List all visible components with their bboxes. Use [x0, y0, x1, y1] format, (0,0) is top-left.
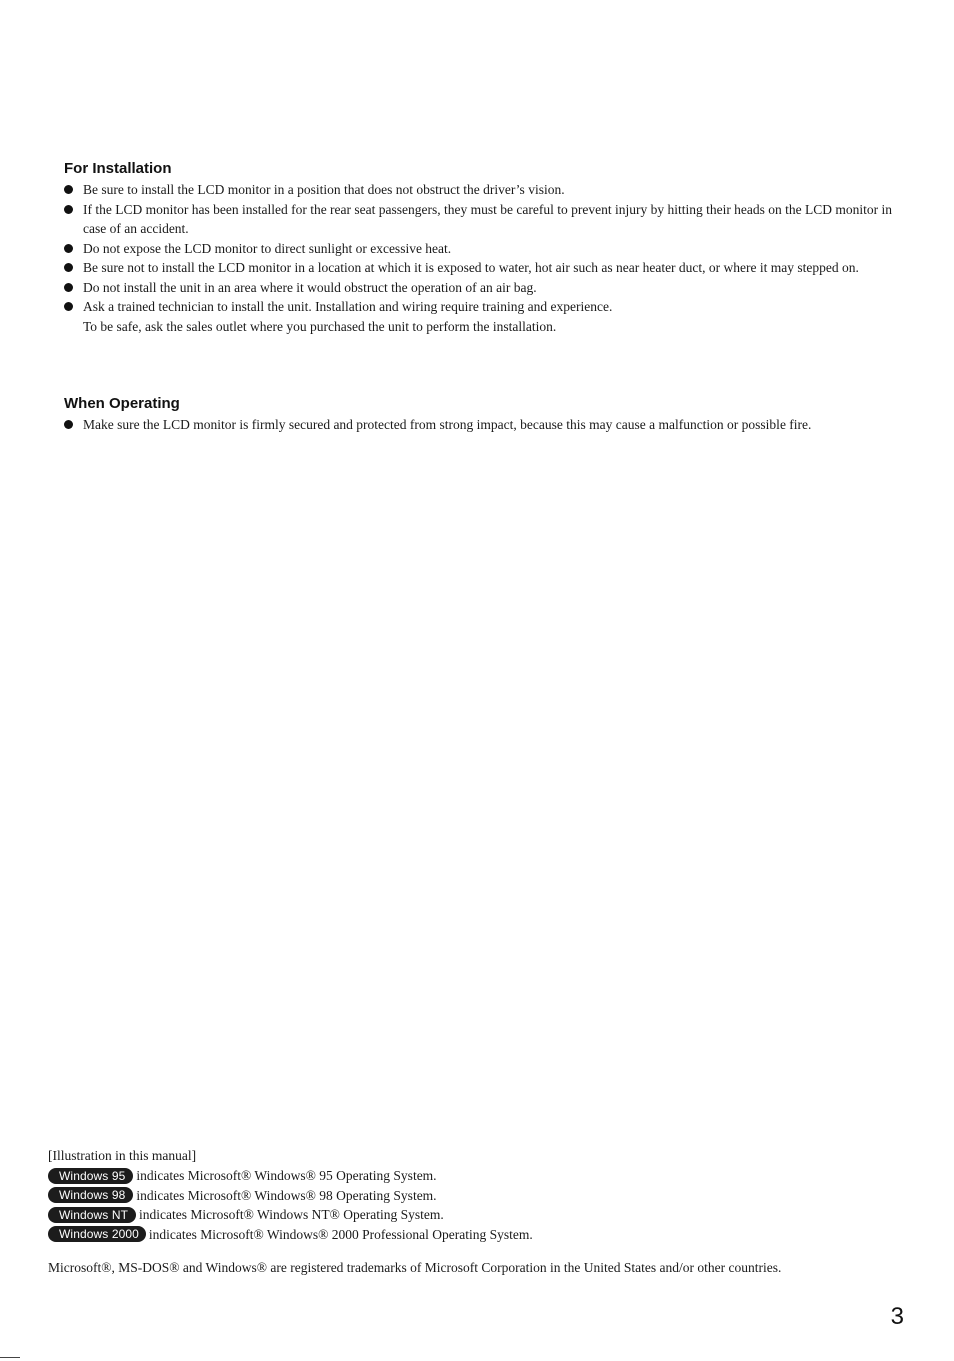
- bullet-icon: [64, 283, 73, 292]
- page-number: 3: [890, 1303, 904, 1330]
- windows-2000-badge: Windows 2000: [48, 1226, 146, 1242]
- list-item: Make sure the LCD monitor is firmly secured and protected from strong impact, because this may cause a malfunction or possible fire.: [64, 415, 894, 435]
- os-legend-text: indicates Microsoft® Windows® 95 Operating System.: [136, 1168, 437, 1183]
- illustration-title: [Illustration in this manual]: [48, 1148, 197, 1163]
- bullet-icon: [64, 244, 73, 253]
- os-legend-row: [48, 1166, 908, 1186]
- operating-list: [64, 415, 894, 435]
- os-legend-text: indicates Microsoft® Windows NT® Operating System.: [139, 1207, 444, 1222]
- operating-section: [64, 395, 894, 435]
- installation-heading: For Installation: [64, 160, 172, 177]
- bullet-icon: [64, 263, 73, 272]
- os-legend-row: [48, 1225, 908, 1245]
- bullet-icon: [64, 420, 73, 429]
- bullet-icon: [64, 185, 73, 194]
- installation-note: To be safe, ask the sales outlet where you purchased the unit to perform the installation.: [83, 318, 557, 334]
- bullet-icon: [64, 205, 73, 214]
- list-item: Ask a trained technician to install the unit. Installation and wiring require training and experience.: [64, 297, 894, 317]
- list-item: Be sure not to install the LCD monitor in a location at which it is exposed to water, hot air such as near heater duct, or where it may stepped on.: [64, 258, 894, 278]
- installation-list: [64, 180, 894, 317]
- list-item: Be sure to install the LCD monitor in a position that does not obstruct the driver’s vision.: [64, 180, 894, 200]
- installation-section: [64, 160, 894, 336]
- windows-98-badge: Windows 98: [48, 1187, 133, 1203]
- operating-heading: When Operating: [64, 395, 180, 412]
- list-item: Do not expose the LCD monitor to direct sunlight or excessive heat.: [64, 239, 894, 259]
- list-item: Do not install the unit in an area where it would obstruct the operation of an air bag.: [64, 278, 894, 298]
- os-legend-row: [48, 1205, 908, 1225]
- bullet-icon: [64, 302, 73, 311]
- os-legend-text: indicates Microsoft® Windows® 2000 Professional Operating System.: [148, 1226, 533, 1242]
- list-item: If the LCD monitor has been installed for the rear seat passengers, they must be careful to prevent injury by hitting their heads on the LCD monitor in case of an accident.: [64, 200, 894, 239]
- trademark-notice: Microsoft®, MS-DOS® and Windows® are registered trademarks of Microsoft Corporation in the United States and/or other countries.: [48, 1260, 782, 1275]
- bottom-rule: [0, 1357, 20, 1358]
- os-legend-text: indicates Microsoft® Windows® 98 Operating System.: [136, 1187, 437, 1203]
- os-legend-row: [48, 1186, 908, 1206]
- illustration-legend: [48, 1146, 908, 1244]
- windows-95-badge: Windows 95: [48, 1168, 133, 1184]
- windows-nt-badge: Windows NT: [48, 1207, 136, 1223]
